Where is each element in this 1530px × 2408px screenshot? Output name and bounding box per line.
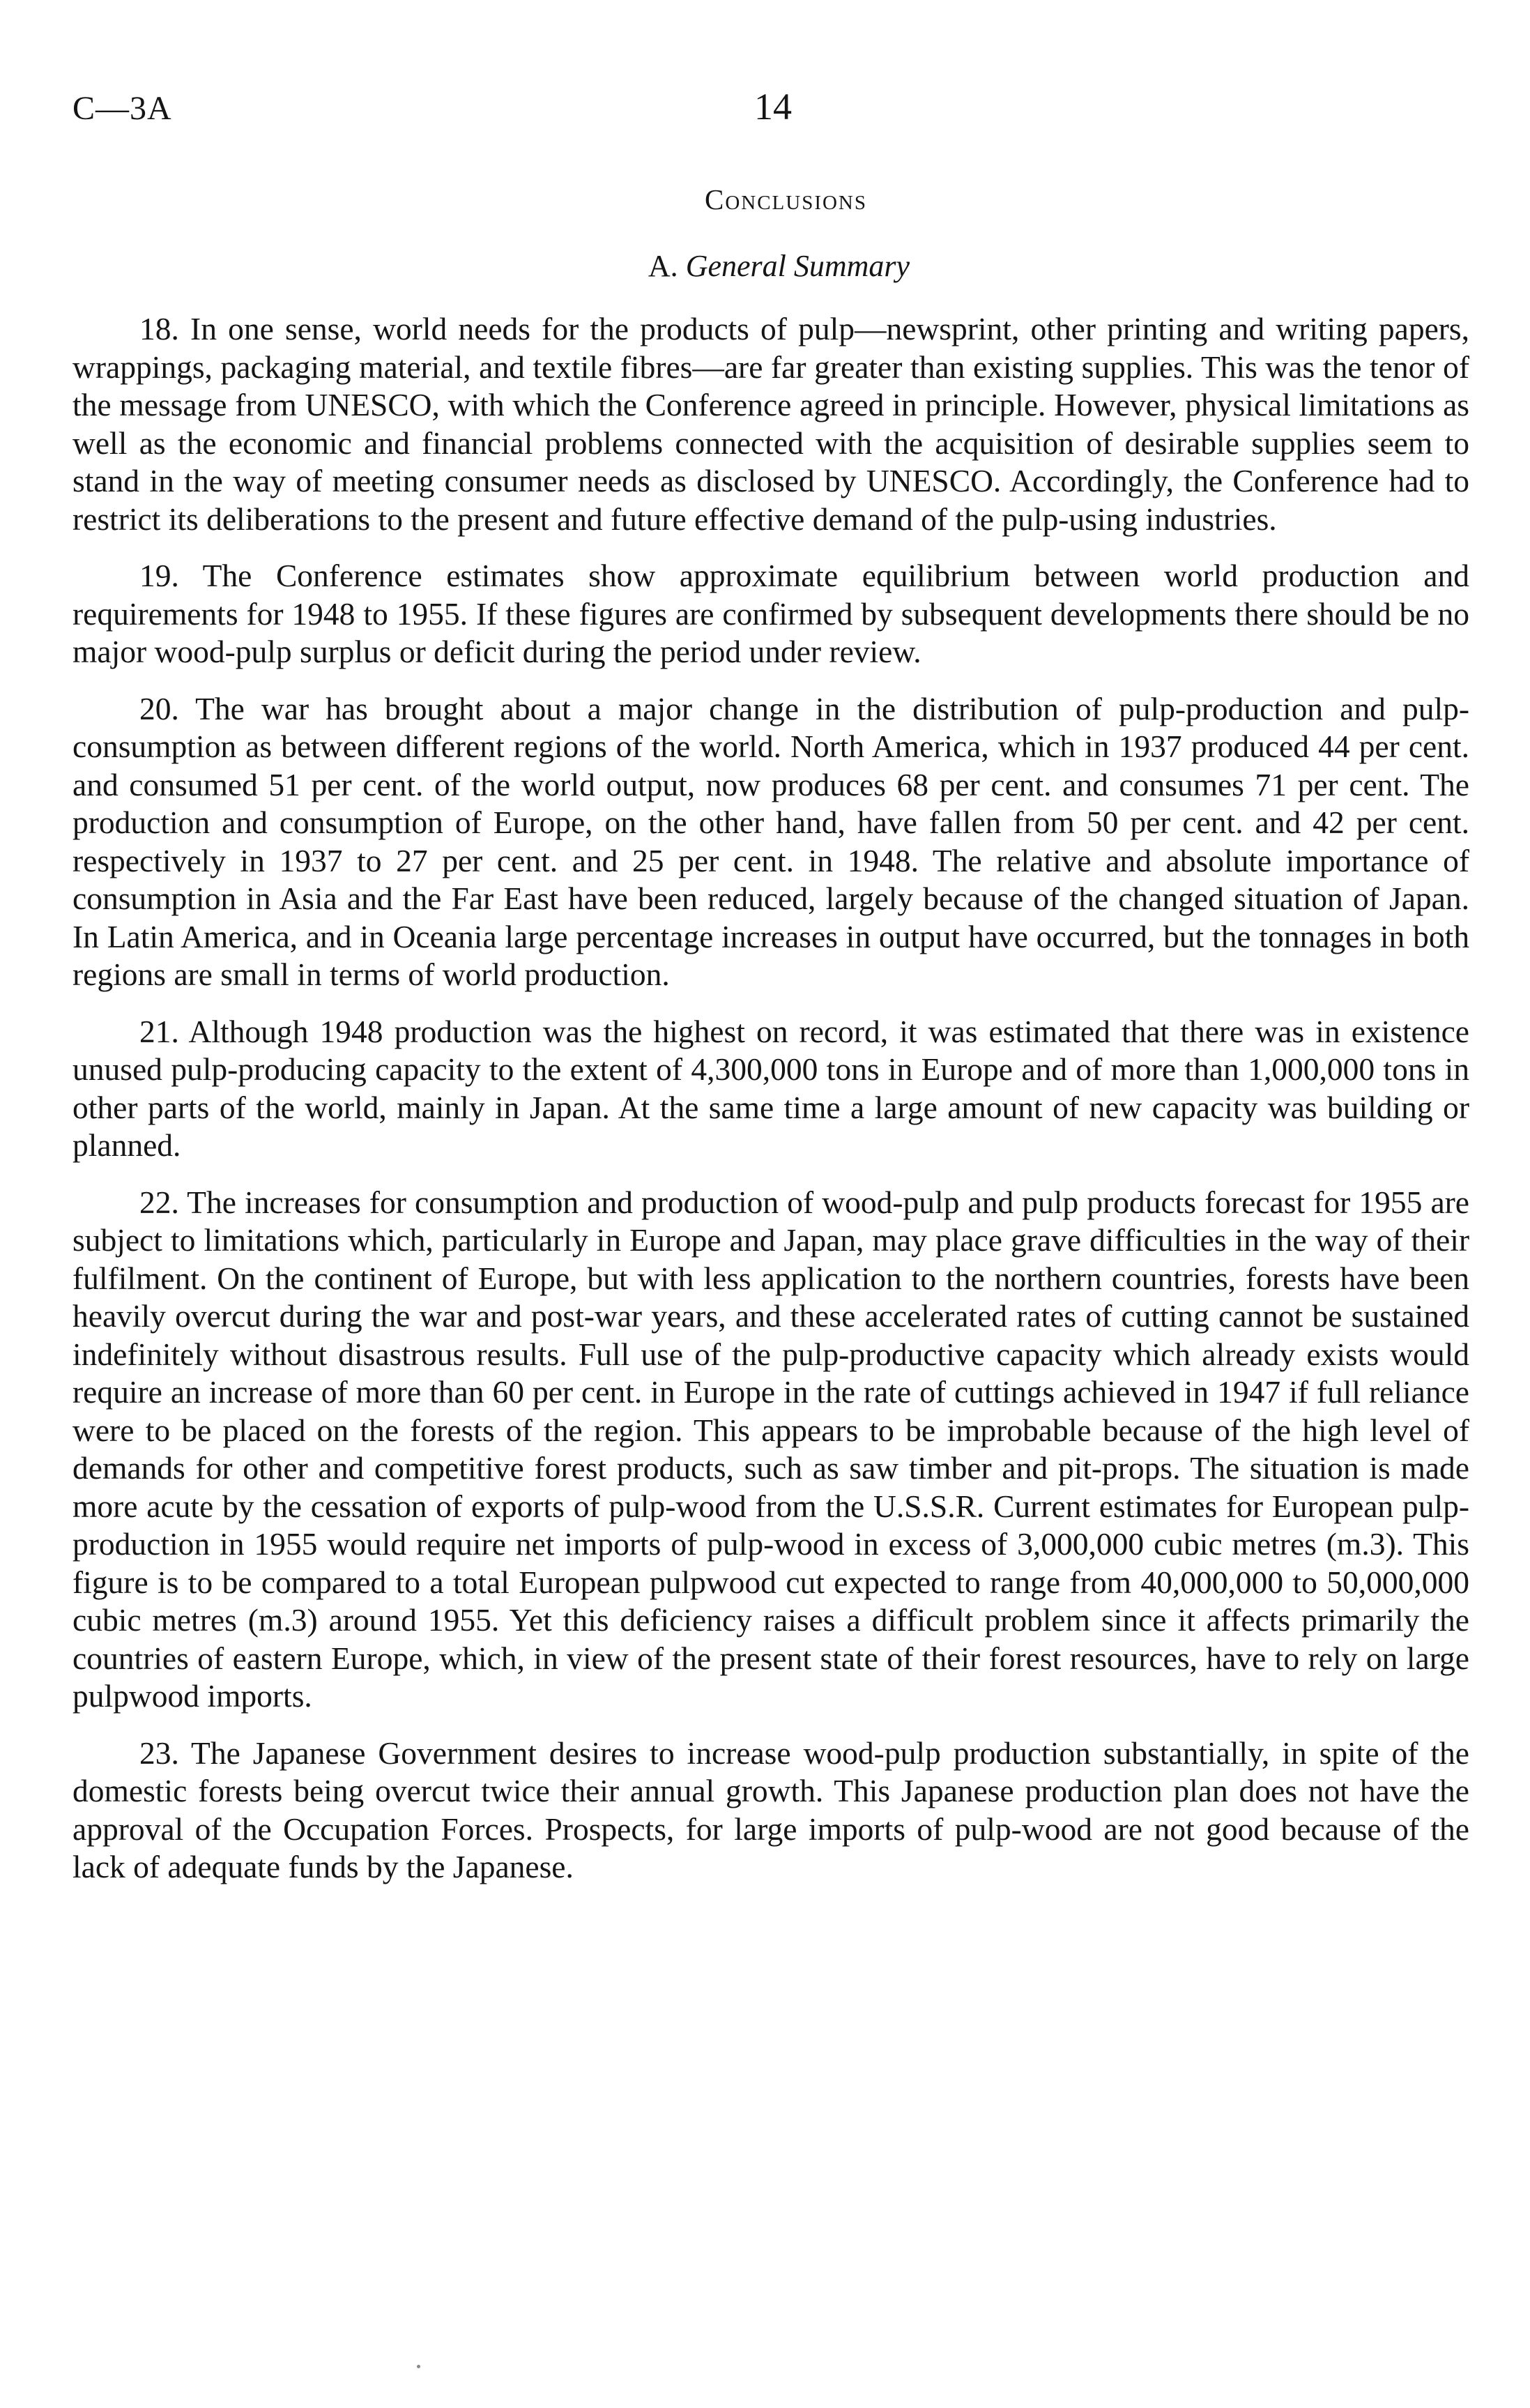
paragraph-22: 22. The increases for consumption and production of wood-pulp and pulp products forecast for 1955 are subject to limitations which, particularly in Europe and Japan, may place grave difficulties in the way of their fulfilment. On the continent of Europe, but with less application to the northern countries, forests have been heavily overcut during the war and post-war years, and these accelerated rates of cutting cannot be sustained indefinitely without disastrous results. Full use of the pulp-productive capacity which already exists would require an increase of more than 60 per cent. in Europe in the rate of cuttings achieved in 1947 if full reliance were to be placed on the forests of the region. This appears to be improbable because of the high level of demands for other and competitive forest products, such as saw timber and pit-props. The situation is made more acute by the cessation of exports of pulp-wood from the U.S.S.R. Current estimates for European pulp-production in 1955 would require net imports of pulp-wood in excess of 3,000,000 cubic metres (m.3). This figure is to be compared to a total European pulpwood cut expected to range from 40,000,000 to 50,000,000 cubic metres (m.3) around 1955. Yet this deficiency raises a difficult problem since it affects primarily the countries of eastern Europe, which, in view of the present state of their forest resources, have to rely on large pulpwood imports.: [72, 1184, 1469, 1714]
paragraph-23: 23. The Japanese Government desires to increase wood-pulp production substantially, in spite of the domestic forests being overcut twice their annual growth. This Japanese production plan does not have the approval of the Occupation Forces. Prospects, for large imports of pulp-wood are not good because of the lack of adequate funds by the Japanese.: [72, 1735, 1469, 1884]
sub-heading-letter: A.: [648, 249, 678, 283]
paragraph-21: 21. Although 1948 production was the highest on record, it was estimated that there was in existence unused pulp-producing capacity to the extent of 4,300,000 tons in Europe and of more than 1,000,000 tons in other parts of the world, mainly in Japan. At the same time a large amount of new capacity was building or planned.: [72, 1013, 1469, 1163]
sub-heading: [0, 248, 1530, 284]
paragraph-19: 19. The Conference estimates show approximate equilibrium between world production and requirements for 1948 to 1955. If these figures are confirmed by subsequent developments there should be no major wood-pulp surplus or deficit during the period under review.: [72, 558, 1469, 669]
section-heading: Conclusions: [704, 183, 868, 215]
paragraph-20: 20. The war has brought about a major change in the distribution of pulp-production and pulp-consumption as between different regions of the world. North America, which in 1937 produced 44 per cent. and consumed 51 per cent. of the world output, now produces 68 per cent. and consumes 71 per cent. The production and consumption of Europe, on the other hand, have fallen from 50 per cent. and 42 per cent. respectively in 1937 to 27 per cent. and 25 per cent. in 1948. The relative and absolute importance of consumption in Asia and the Far East have been reduced, largely because of the changed situation of Japan. In Latin America, and in Oceania large percentage increases in output have occurred, but the tonnages in both regions are small in terms of world production.: [72, 690, 1469, 992]
body-text: [72, 310, 1469, 1905]
sub-heading-title: General Summary: [685, 249, 910, 283]
stray-mark: [417, 2365, 420, 2368]
document-reference: C—3A: [72, 90, 172, 127]
paragraph-18: 18. In one sense, world needs for the products of pulp—newsprint, other printing and writing papers, wrappings, packaging material, and textile fibres—are far greater than existing supplies. This was the tenor of the message from UNESCO, with which the Conference agreed in principle. However, physical limitations as well as the economic and financial problems connected with the acquisition of desirable supplies seem to stand in the way of meeting consumer needs as disclosed by UNESCO. Accordingly, the Conference had to restrict its deliberations to the present and future effective demand of the pulp-using industries.: [72, 311, 1469, 537]
page-number: 14: [754, 86, 792, 128]
